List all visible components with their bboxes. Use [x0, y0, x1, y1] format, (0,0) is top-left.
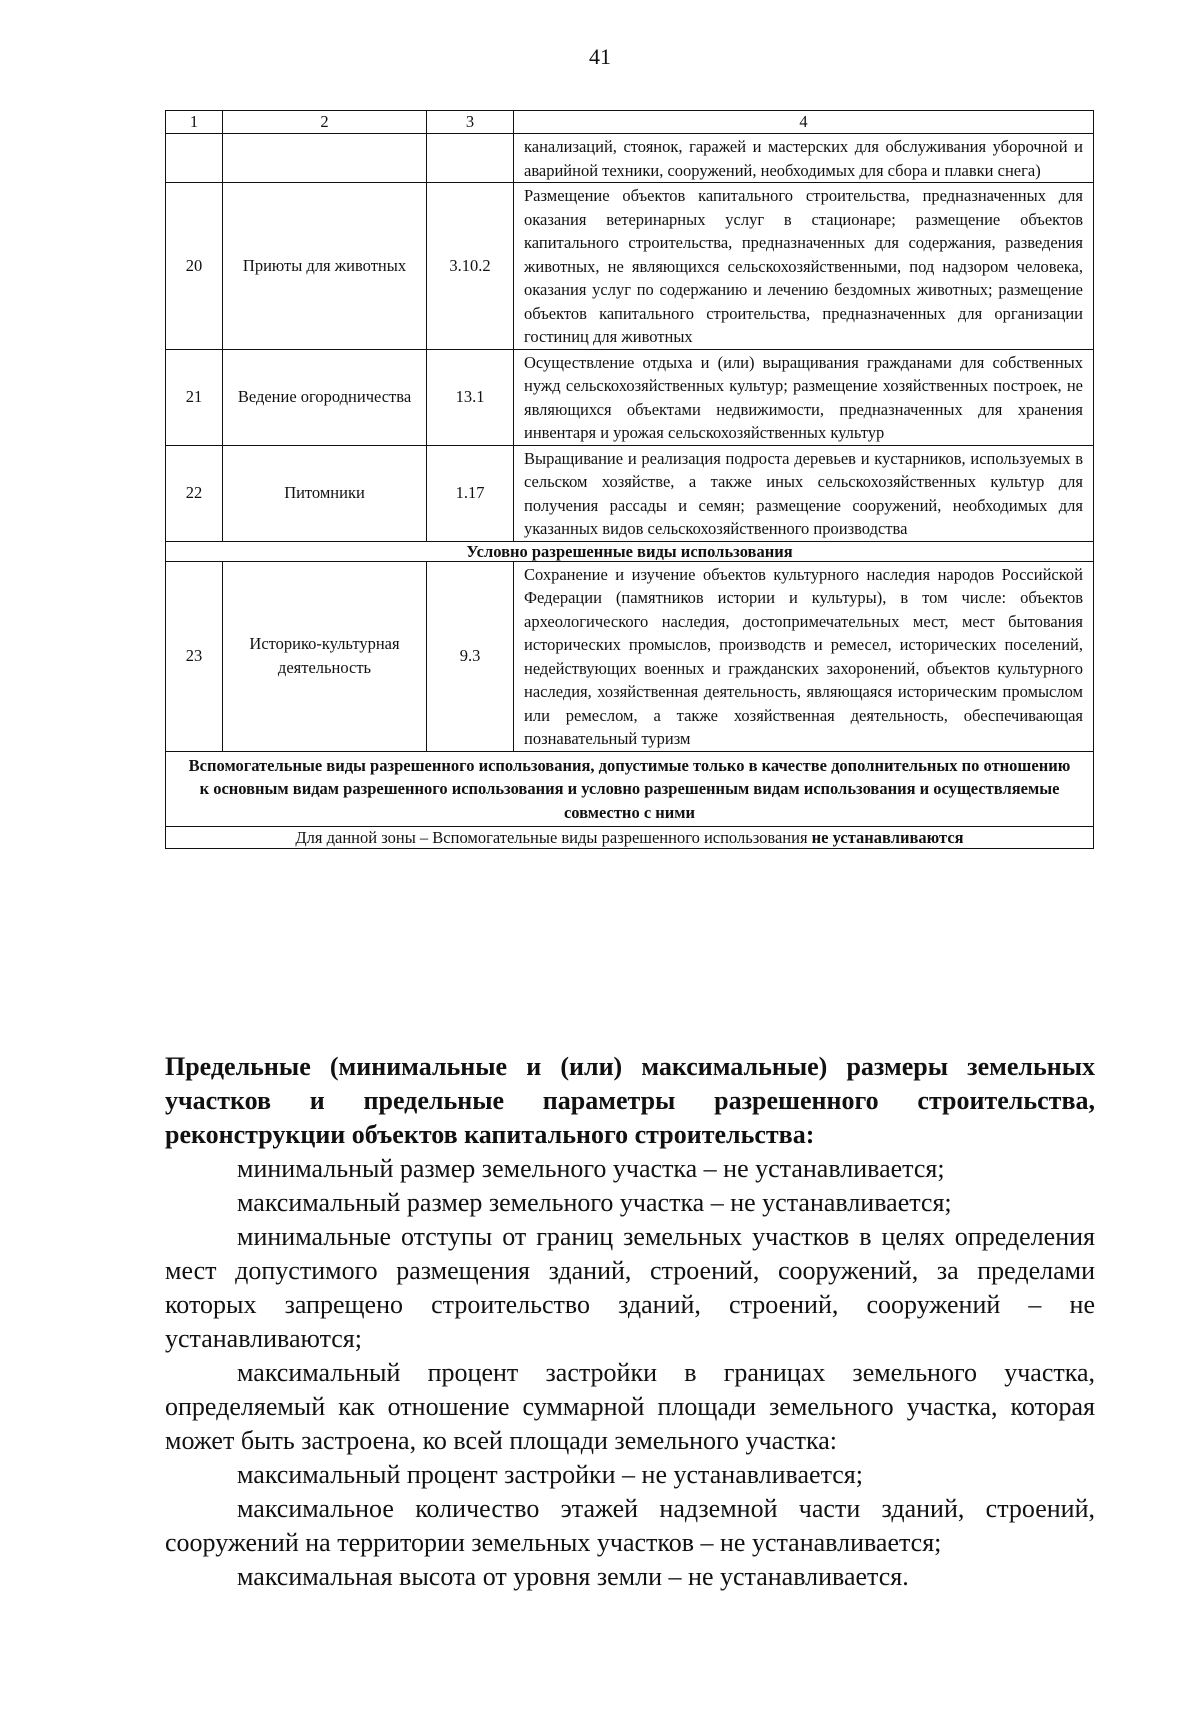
row-number: 20	[166, 183, 223, 350]
auxiliary-section-title: Вспомогательные виды разрешенного использования, допустимые только в качестве дополнительных по отношению к основным видам разрешенного использования и условно разрешенным видам использования и осуществляемые совместно с ними	[166, 751, 1094, 827]
land-use-table	[165, 110, 1094, 849]
parameters-section	[165, 1050, 1095, 1594]
table-row	[166, 183, 1094, 350]
row-name	[223, 134, 427, 183]
auxiliary-note-row	[166, 827, 1094, 849]
table-header-row	[166, 111, 1094, 134]
row-description: Выращивание и реализация подроста деревьев и кустарников, используемых в сельском хозяйстве, а также иных сельскохозяйственных культур для получения рассады и семян; размещение сооружений, необходимых для указанных видов сельскохозяйственного производства	[514, 445, 1094, 541]
parameter-paragraph: минимальный размер земельного участка – не устанавливается;	[237, 1154, 945, 1183]
auxiliary-note-text: Для данной зоны – Вспомогательные виды разрешенного использования	[295, 828, 812, 847]
row-code	[427, 134, 514, 183]
page-number: 41	[589, 44, 611, 69]
parameters-heading: Предельные (минимальные и (или) максимальные) размеры земельных участков и предельные параметры разрешенного строительства, реконструкции объектов капитального строительства:	[165, 1052, 1095, 1149]
row-description: Сохранение и изучение объектов культурного наследия народов Российской Федерации (памятников истории и культуры), в том числе: объектов археологического наследия, достопримечательных мест, мест бытования исторических промыслов, производств и ремесел, исторических поселений, недействующих военных и гражданских захоронений, объектов культурного наследия, хозяйственная деятельность, являющаяся историческим промыслом или ремеслом, а также хозяйственная деятельность, обеспечивающая познавательный туризм	[514, 561, 1094, 751]
parameter-paragraph: максимальный процент застройки в границах земельного участка, определяемый как отношение суммарной площади земельного участка, которая может быть застроена, ко всей площади земельного участка:	[165, 1358, 1095, 1455]
row-name: Ведение огородничества	[223, 349, 427, 445]
row-description: Осуществление отдыха и (или) выращивания гражданами для собственных нужд сельскохозяйственных культур; размещение хозяйственных построек, не являющихся объектами недвижимости, предназначенных для хранения инвентаря и урожая сельскохозяйственных культур	[514, 349, 1094, 445]
table-row	[166, 561, 1094, 751]
auxiliary-note-emphasis: не устанавливаются	[811, 828, 964, 847]
section-header-row	[166, 541, 1094, 561]
conditional-section-title: Условно разрешенные виды использования	[166, 541, 1094, 561]
table-row	[166, 445, 1094, 541]
parameter-paragraph: минимальные отступы от границ земельных участков в целях определения мест допустимого размещения зданий, строений, сооружений, за пределами которых запрещено строительство зданий, строений, сооружений – не устанавливаются;	[165, 1222, 1095, 1353]
row-description: канализаций, стоянок, гаражей и мастерских для обслуживания уборочной и аварийной техники, сооружений, необходимых для сбора и плавки снега)	[514, 134, 1094, 183]
parameter-paragraph: максимальный размер земельного участка – не устанавливается;	[237, 1188, 952, 1217]
table-row	[166, 349, 1094, 445]
row-code: 1.17	[427, 445, 514, 541]
table-row-continuation	[166, 134, 1094, 183]
row-number: 23	[166, 561, 223, 751]
row-number: 21	[166, 349, 223, 445]
row-code: 3.10.2	[427, 183, 514, 350]
row-name: Историко-культурная деятельность	[223, 561, 427, 751]
column-header-3: 3	[427, 111, 514, 134]
column-header-2: 2	[223, 111, 427, 134]
row-description: Размещение объектов капитального строительства, предназначенных для оказания ветеринарных услуг в стационаре; размещение объектов капитального строительства, предназначенных для содержания, разведения животных, не являющихся сельскохозяйственными, под надзором человека, оказания услуг по содержанию и лечению бездомных животных; размещение объектов капитального строительства, предназначенных для организации гостиниц для животных	[514, 183, 1094, 350]
row-code: 9.3	[427, 561, 514, 751]
column-header-1: 1	[166, 111, 223, 134]
parameter-paragraph: максимальный процент застройки – не устанавливается;	[237, 1460, 863, 1489]
parameter-paragraph: максимальное количество этажей надземной части зданий, строений, сооружений на территории земельных участков – не устанавливается;	[165, 1494, 1095, 1557]
row-name: Приюты для животных	[223, 183, 427, 350]
auxiliary-note	[166, 827, 1094, 849]
column-header-4: 4	[514, 111, 1094, 134]
parameter-paragraph: максимальная высота от уровня земли – не устанавливается.	[237, 1562, 909, 1591]
row-number: 22	[166, 445, 223, 541]
row-code: 13.1	[427, 349, 514, 445]
row-number	[166, 134, 223, 183]
auxiliary-header-row	[166, 751, 1094, 827]
row-name: Питомники	[223, 445, 427, 541]
